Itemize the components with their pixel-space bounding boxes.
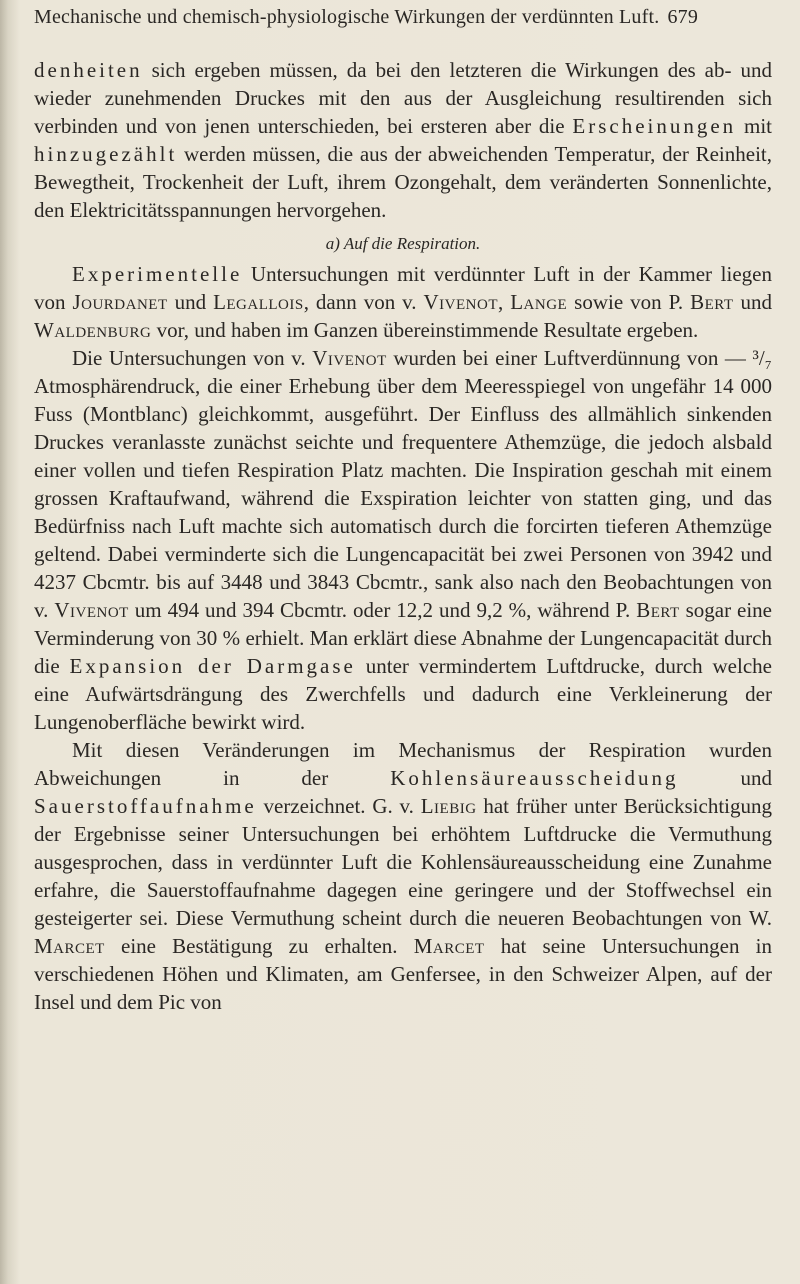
text-run: Die Untersuchungen von v. bbox=[72, 346, 313, 370]
body-text bbox=[34, 56, 772, 1016]
text-run: sowie von P. bbox=[567, 290, 691, 314]
spaced-term: Expansion der Darmgase bbox=[69, 654, 356, 678]
spaced-term: Experimentelle bbox=[72, 262, 243, 286]
page-number: 679 bbox=[667, 6, 699, 28]
text-run: mit bbox=[736, 114, 772, 138]
author-name: Liebig bbox=[420, 794, 477, 818]
text-run: , bbox=[497, 290, 511, 314]
author-name: Vivenot bbox=[54, 598, 129, 622]
text-run: hat seine Untersuchungen in verschiedenen Höhen und Klimaten, am Genfersee, in den Schweizer Alpen, auf der Insel und dem Pic von bbox=[34, 934, 772, 1014]
text-run: sogar eine Verminderung von 30 % erhielt. Man erklärt diese Abnahme der Lungencapacität durch die bbox=[34, 598, 773, 678]
text-run: eine Bestätigung zu erhalten. bbox=[104, 934, 414, 958]
text-run: werden müssen, die aus der abweichenden Temperatur, der Reinheit, Bewegtheit, Trockenheit der Luft, ihrem Ozongehalt, dem veränderten Sonnenlichte, den Elektricitätsspannungen hervorgehen. bbox=[34, 142, 772, 222]
spaced-term: denheiten bbox=[34, 58, 143, 82]
text-run: wurden bei einer Luftverdünnung von — ³/₇ Atmosphärendruck, die einer Erhebung über dem Meeresspiegel von ungefähr 14 000 Fuss (Montblanc) gleichkommt, ausgeführt. Der Einfluss des allmählich sinkenden Druckes veranlasste zunächst seichte und frequentere Athemzüge, die jedoch alsbald einer vollen und tiefen Respiration Platz machten. Die Inspiration geschah mit einem grossen Kraftaufwand, während die Exspiration leichter von statten ging, und das Bedürfniss nach Luft machte sich automatisch durch die forcirten tieferen Athemzüge geltend. Dabei verminderte sich die Lungencapacität bei zwei Personen von 3942 und 4237 Cbcmtr. bis auf 3448 und 3843 Cbcmtr., sank also nach den Beobachtungen von v. bbox=[34, 346, 772, 622]
paragraph-continuation bbox=[34, 56, 772, 224]
text-run: hat früher unter Berücksichtigung der Ergebnisse seiner Untersuchungen bei erhöhtem Luftdrucke die Vermuthung ausgesprochen, dass in verdünnter Luft die Kohlensäureausscheidung eine Zunahme erfahre, die Sauerstoffaufnahme dagegen eine geringere und der Stoffwechsel ein gesteigerter sei. Diese Vermuthung scheint durch die neueren Beobachtungen von W. bbox=[34, 794, 772, 930]
spaced-term: Kohlensäureausscheidung bbox=[390, 766, 679, 790]
text-run: und bbox=[167, 290, 214, 314]
paragraph-respiration-changes bbox=[34, 736, 772, 1016]
text-run: um 494 und 394 Cbcmtr. oder 12,2 und 9,2 %, während P. bbox=[128, 598, 637, 622]
author-name: Lange bbox=[510, 290, 568, 314]
text-run: vor, und haben im Ganzen übereinstimmende Resultate ergeben. bbox=[151, 318, 699, 342]
author-name: Jourdanet bbox=[72, 290, 168, 314]
text-run: und bbox=[733, 290, 773, 314]
running-title: Mechanische und chemisch-physiologische Wirkungen der verdünnten Luft. bbox=[34, 6, 660, 28]
text-run: sich ergeben müssen, da bei den letzteren die Wirkungen des ab- und wieder zunehmenden Druckes mit den aus der Ausgleichung resultirenden sich verbinden und von jenen unterschieden, bei ersteren aber die bbox=[34, 58, 772, 138]
author-name: Waldenburg bbox=[34, 318, 152, 342]
author-name: Legallois bbox=[213, 290, 304, 314]
author-name: Bert bbox=[636, 598, 680, 622]
author-name: Bert bbox=[690, 290, 734, 314]
text-run: unter vermindertem Luftdrucke, durch welche eine Aufwärtsdrängung des Zwerchfells und dadurch eine Verkleinerung der Lungenoberfläche bewirkt wird. bbox=[34, 654, 772, 734]
paragraph-vivenot bbox=[34, 344, 772, 736]
spaced-term: Erscheinungen bbox=[572, 114, 737, 138]
text-run: Untersuchungen mit verdünnter Luft in der Kammer liegen von bbox=[34, 262, 772, 314]
author-name: Marcet bbox=[34, 934, 105, 958]
spaced-term: Sauerstoffaufnahme bbox=[34, 794, 257, 818]
text-run: , dann von v. bbox=[303, 290, 424, 314]
text-run: Mit diesen Veränderungen im Mechanismus der Respiration wurden Abweichungen in der bbox=[34, 738, 772, 790]
author-name: Marcet bbox=[413, 934, 485, 958]
paragraph-experiments bbox=[34, 260, 772, 344]
spaced-term: hinzugezählt bbox=[34, 142, 178, 166]
author-name: Vivenot bbox=[312, 346, 387, 370]
section-heading: a) Auf die Respiration. bbox=[325, 234, 481, 253]
text-run: verzeichnet. G. v. bbox=[256, 794, 421, 818]
author-name: Vivenot bbox=[423, 290, 498, 314]
text-run: und bbox=[678, 766, 772, 790]
running-head bbox=[34, 6, 780, 29]
